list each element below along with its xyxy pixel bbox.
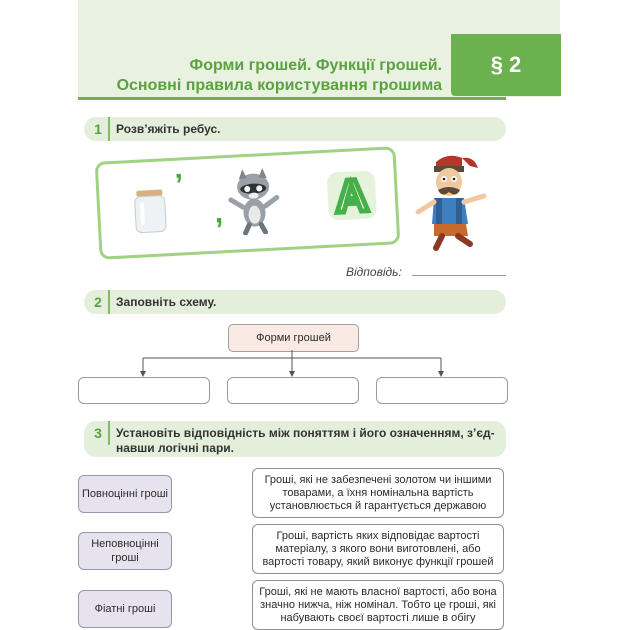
rebus-letter: А	[327, 170, 377, 220]
task-3-bar	[84, 421, 506, 457]
concept-fiat[interactable]: Фіатні гроші	[78, 590, 172, 628]
task-3-text-line1: Установіть відповідність між поняттям і його означенням, з’єд-	[116, 426, 495, 440]
cossack-illustration-icon	[412, 150, 490, 252]
task-2-number: 2	[88, 290, 110, 314]
raccoon-icon	[226, 167, 281, 236]
scheme-answer-box-2[interactable]	[227, 377, 359, 404]
answer-input-line[interactable]	[412, 275, 506, 276]
answer-label: Відповідь:	[346, 265, 402, 279]
scheme-connectors	[130, 350, 450, 378]
task-1-text: Розв’яжіть ребус.	[116, 122, 221, 136]
definition-2[interactable]: Гроші, вартість яких відповідає вартості матеріалу, з якого вони виготовлені, або вартості товару, який виконує функції грошей	[252, 524, 504, 574]
task-3-text-line2: навши логічні пари.	[116, 441, 234, 455]
header-divider	[78, 97, 506, 100]
task-1-bar	[84, 117, 506, 141]
rebus-comma: ,	[213, 196, 224, 230]
scheme-answer-box-3[interactable]	[376, 377, 508, 404]
paragraph-badge: § 2	[451, 34, 561, 96]
jar-icon	[133, 187, 169, 235]
scheme-root-box: Форми грошей	[228, 324, 359, 352]
task-3-number: 3	[88, 421, 110, 445]
definition-1[interactable]: Гроші, які не забезпечені золотом чи іншими товарами, а їхня номінальна вартість установлюється й гарантується державою	[252, 468, 504, 518]
task-1-number: 1	[88, 117, 110, 141]
task-2-text: Заповніть схему.	[116, 295, 217, 309]
concept-partial-value[interactable]: Неповноцінні гроші	[78, 532, 172, 570]
concept-full-value[interactable]: Повноцінні гроші	[78, 475, 172, 513]
page-title-line1: Форми грошей. Функції грошей.	[189, 57, 442, 74]
page-title-line2: Основні правила користування грошима	[116, 77, 442, 94]
rebus-apostrophe: ’	[174, 168, 185, 202]
definition-3[interactable]: Гроші, які не мають власної вартості, або вона значно нижча, ніж номінал. Тобто це гроші, які набувають своєї вартості лише в обігу	[252, 580, 504, 630]
scheme-answer-box-1[interactable]	[78, 377, 210, 404]
rebus-card	[95, 146, 401, 260]
task-2-bar	[84, 290, 506, 314]
